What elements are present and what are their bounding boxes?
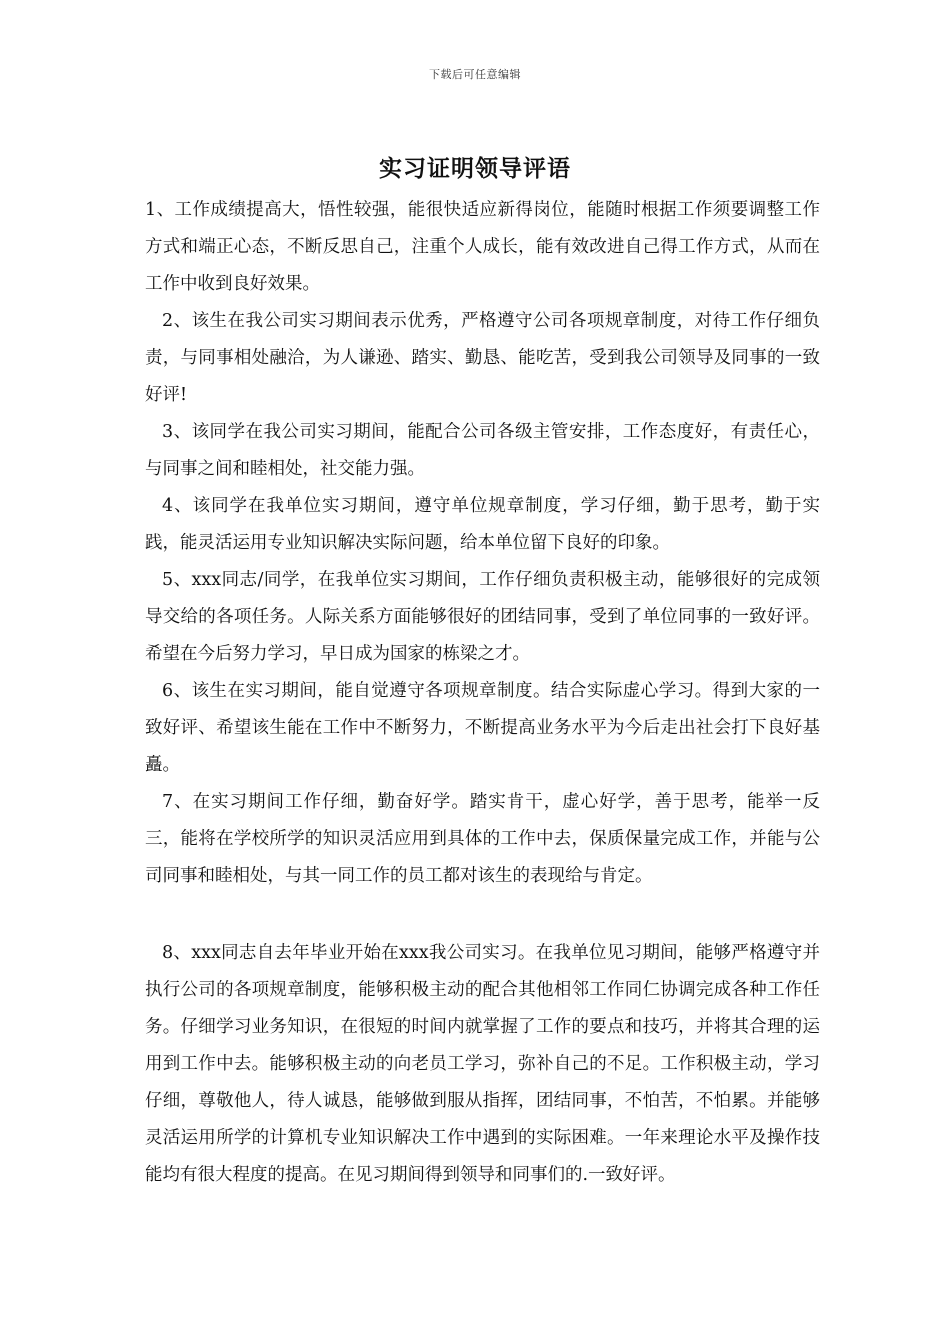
paragraph-1: 1、工作成绩提高大，悟性较强，能很快适应新得岗位，能随时根据工作须要调整工作方式和端正心态，不断反思自己，注重个人成长，能有效改进自己得工作方式，从而在工作中收到良好效果。 [145, 200, 820, 294]
paragraph-2: 2、该生在我公司实习期间表示优秀，严格遵守公司各项规章制度，对待工作仔细负责，与同事相处融洽，为人谦逊、踏实、勤恳、能吃苦，受到我公司领导及同事的一致好评! [145, 311, 820, 405]
header-note: 下载后可任意编辑 [429, 68, 521, 81]
paragraph-6: 6、该生在实习期间，能自觉遵守各项规章制度。结合实际虚心学习。得到大家的一致好评、希望该生能在工作中不断努力，不断提高业务水平为今后走出社会打下良好基矗。 [145, 681, 820, 775]
paragraph-5: 5、xxx同志/同学，在我单位实习期间，工作仔细负责积极主动，能够很好的完成领导交给的各项任务。人际关系方面能够很好的团结同事，受到了单位同事的一致好评。希望在今后努力学习，早日成为国家的栋梁之才。 [145, 570, 820, 664]
paragraph-7: 7、在实习期间工作仔细，勤奋好学。踏实肯干，虚心好学，善于思考，能举一反三，能将在学校所学的知识灵活应用到具体的工作中去，保质保量完成工作，并能与公司同事和睦相处，与其一同工作的员工都对该生的表现给与肯定。 [145, 792, 820, 886]
paragraph-3: 3、该同学在我公司实习期间，能配合公司各级主管安排，工作态度好，有责任心，与同事之间和睦相处，社交能力强。 [145, 422, 820, 479]
document-body [145, 192, 820, 1194]
paragraph-4: 4、该同学在我单位实习期间，遵守单位规章制度，学习仔细，勤于思考，勤于实践，能灵活运用专业知识解决实际问题，给本单位留下良好的印象。 [145, 496, 820, 553]
document-title: 实习证明领导评语 [379, 155, 571, 182]
paragraph-8: 8、xxx同志自去年毕业开始在xxx我公司实习。在我单位见习期间，能够严格遵守并执行公司的各项规章制度，能够积极主动的配合其他相邻工作同仁协调完成各种工作任务。仔细学习业务知识，在很短的时间内就掌握了工作的要点和技巧，并将其合理的运用到工作中去。能够积极主动的向老员工学习，弥补自己的不足。工作积极主动，学习仔细，尊敬他人，待人诚恳，能够做到服从指挥，团结同事，不怕苦，不怕累。并能够灵活运用所学的计算机专业知识解决工作中遇到的实际困难。一年来理论水平及操作技能均有很大程度的提高。在见习期间得到领导和同事们的.一致好评。 [145, 943, 820, 1185]
